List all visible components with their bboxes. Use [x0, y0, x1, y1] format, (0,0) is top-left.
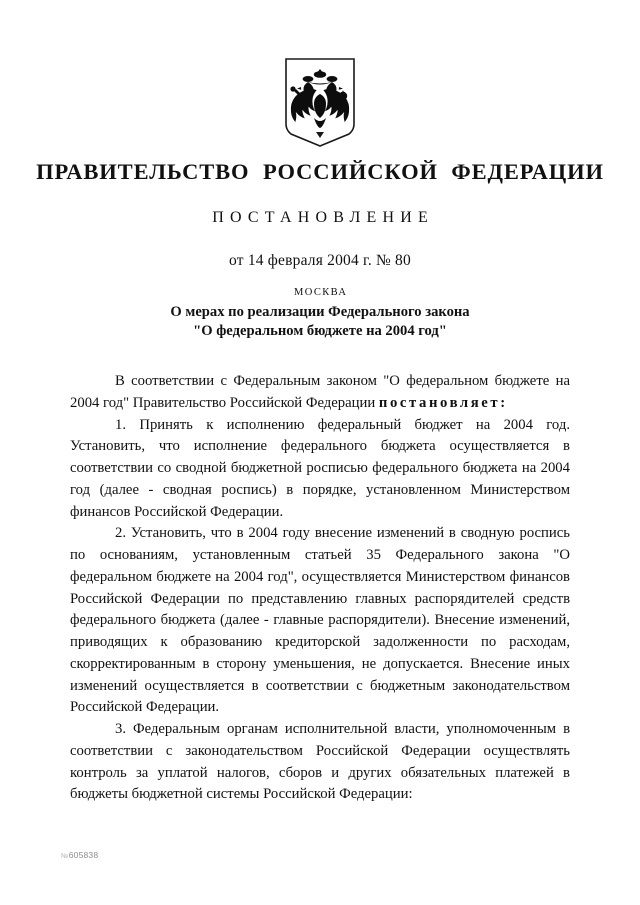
coat-of-arms-container	[0, 56, 640, 148]
stamp-prefix: №	[61, 853, 69, 860]
preamble-text: В соответствии с Федеральным законом "О федеральном бюджете на 2004 год" Правительство Российской Федерации	[70, 373, 570, 411]
document-kind: ПОСТАНОВЛЕНИЕ	[212, 208, 434, 226]
paragraph-1: 1. Принять к исполнению федеральный бюджет на 2004 год. Установить, что исполнение федерального бюджета осуществляется в соответствии со сводной бюджетной росписью федерального бюджета на 2004 год (далее - сводная роспись) в порядке, установленном Министерством финансов Российской Федерации.	[70, 416, 570, 520]
preamble-keyword: постановляет:	[378, 394, 508, 411]
paragraph-preamble	[70, 371, 570, 415]
footer-stamp-code	[61, 850, 98, 860]
russian-coat-of-arms-icon	[283, 56, 357, 148]
document-header	[0, 160, 640, 298]
date-and-number-line: от 14 февраля 2004 г. № 80	[229, 251, 411, 269]
stamp-number: 605838	[68, 850, 99, 860]
subject-line-2: "О федеральном бюджете на 2004 год"	[193, 322, 447, 339]
paragraph-3: 3. Федеральным органам исполнительной власти, уполномоченным в соответствии с законодательством Российской Федерации осуществлять контроль за уплатой налогов, сборов и других обязательных платежей в бюджеты бюджетной системы Российской Федерации:	[70, 721, 570, 803]
document-body	[70, 371, 570, 806]
document-subject	[70, 303, 570, 340]
city-line: МОСКВА	[294, 286, 348, 298]
subject-line-1: О мерах по реализации Федерального закона	[170, 304, 470, 320]
paragraph-2: 2. Установить, что в 2004 году внесение изменений в сводную роспись по основаниям, установленным статьей 35 Федерального закона "О федеральном бюджете на 2004 год", осуществляется Министерством финансов Российской Федерации по представлению главных распорядителей средств федерального бюджета (далее - главные распорядители). Внесение изменений, приводящих к образованию кредиторской задолженности по расходам, скорректированным в сторону уменьшения, не допускается. Внесение иных изменений осуществляется в соответствии с бюджетным законодательством Российской Федерации.	[70, 525, 570, 716]
government-title: ПРАВИТЕЛЬСТВО РОССИЙСКОЙ ФЕДЕРАЦИИ	[36, 159, 604, 184]
